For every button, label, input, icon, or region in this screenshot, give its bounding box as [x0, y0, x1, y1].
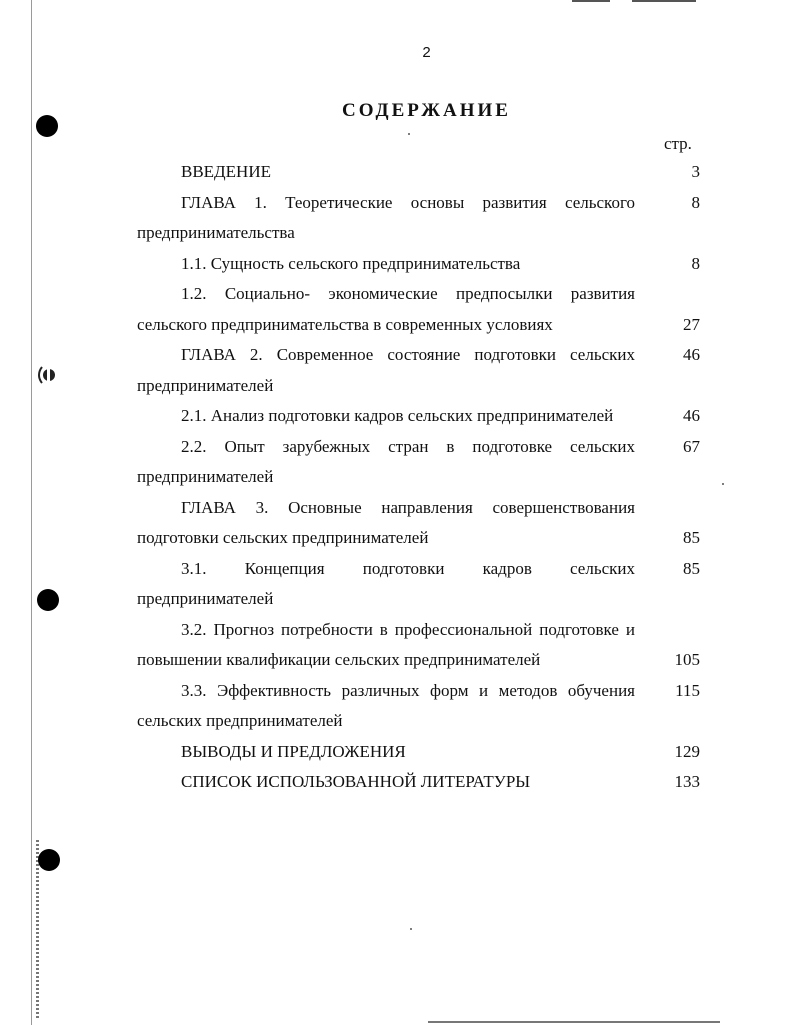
toc-entry-text: 2.2. Опыт зарубежных стран в подготовке сельских предпринимателей [137, 436, 635, 486]
scan-speck [722, 483, 724, 485]
toc-entry [137, 279, 700, 340]
toc-entry-text: 2.1. Анализ подготовки кадров сельских предпринимателей [181, 406, 614, 425]
table-of-contents [137, 157, 700, 798]
toc-entry-text: 3.3. Эффективность различных форм и методов обучения сельских предпринимателей [137, 680, 635, 730]
toc-entry-page: 67 [683, 436, 700, 456]
toc-entry [137, 157, 700, 188]
toc-entry-page: 105 [674, 650, 700, 669]
toc-entry-page: 3 [691, 162, 700, 181]
scan-top-line [572, 0, 610, 2]
toc-entry-page: 133 [674, 772, 700, 791]
toc-entry [137, 340, 700, 401]
toc-entry-page: 85 [683, 558, 700, 578]
toc-entry-text: 1.2. Социально- экономические предпосылки развития сельского предпринимательства в современных условиях [137, 284, 635, 334]
toc-entry [137, 615, 700, 676]
toc-entry-page: 46 [683, 406, 700, 425]
scan-speck [410, 928, 412, 930]
punch-hole-icon [37, 589, 59, 611]
scan-edge-noise [36, 840, 39, 1020]
toc-entry [137, 676, 700, 737]
toc-entry-text: ВЫВОДЫ И ПРЕДЛОЖЕНИЯ [181, 741, 406, 761]
toc-entry-text: 3.2. Прогноз потребности в профессиональной подготовке и повышении квалификации сельских предпринимателей [137, 619, 635, 669]
page-column-label: стр. [664, 134, 692, 153]
toc-entry-text: СПИСОК ИСПОЛЬЗОВАННОЙ ЛИТЕРАТУРЫ [181, 772, 531, 791]
toc-entry [137, 737, 700, 768]
toc-entry [137, 188, 700, 249]
toc-entry [137, 401, 700, 432]
page-number: 2 [422, 44, 431, 61]
toc-entry-page: 115 [675, 680, 700, 700]
toc-entry [137, 554, 700, 615]
scan-speck [408, 133, 410, 135]
toc-entry [137, 493, 700, 554]
toc-entry [137, 767, 700, 798]
scan-top-line [632, 0, 696, 2]
scan-bottom-line [428, 1021, 720, 1023]
binder-clip-icon [36, 364, 58, 386]
toc-entry-text: 3.1. Концепция подготовки кадров сельских предпринимателей [137, 558, 635, 608]
toc-entry-page: 8 [691, 192, 700, 212]
punch-hole-icon [38, 849, 60, 871]
toc-entry [137, 432, 700, 493]
toc-entry-page: 129 [674, 741, 700, 761]
toc-entry-text: ГЛАВА 3. Основные направления совершенствования подготовки сельских предпринимателей [137, 497, 635, 547]
toc-entry-page: 85 [683, 528, 700, 547]
toc-entry-text: 1.1. Сущность сельского предпринимательства [181, 253, 521, 273]
toc-entry-page: 27 [683, 314, 700, 334]
toc-entry-page: 8 [691, 253, 700, 273]
toc-entry-text: ВВЕДЕНИЕ [181, 162, 271, 181]
toc-entry-text: ГЛАВА 1. Теоретические основы развития сельского предпринимательства [137, 192, 635, 242]
scan-margin-line [31, 0, 32, 1025]
toc-entry [137, 249, 700, 280]
toc-title: СОДЕРЖАНИЕ [342, 100, 511, 121]
toc-entry-text: ГЛАВА 2. Современное состояние подготовки сельских предпринимателей [137, 345, 635, 395]
toc-entry-page: 46 [683, 345, 700, 364]
